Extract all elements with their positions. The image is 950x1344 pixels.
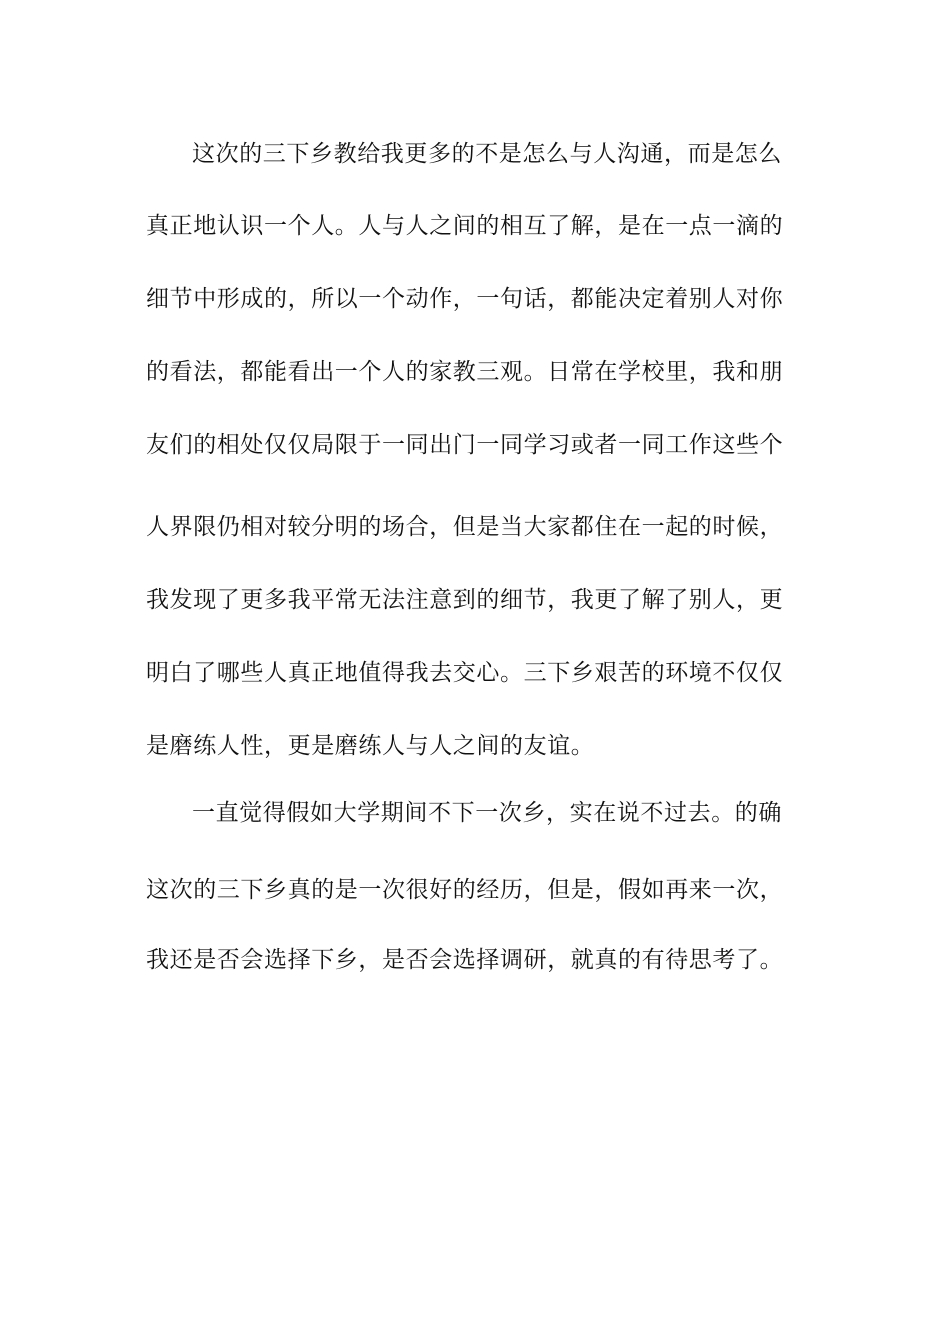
text-line: 我还是否会选择下乡，是否会选择调研，就真的有待思考了。: [146, 947, 784, 973]
text-line: 友们的相处仅仅局限于一同出门一同学习或者一同工作这些个: [146, 432, 784, 458]
text-line: 人界限仍相对较分明的场合，但是当大家都住在一起的时候，: [146, 514, 784, 540]
text-line: 我发现了更多我平常无法注意到的细节，我更了解了别人，更: [146, 587, 784, 613]
text-line: 是磨练人性，更是磨练人与人之间的友谊。: [146, 733, 595, 759]
text-line: 真正地认识一个人。人与人之间的相互了解，是在一点一滴的: [146, 213, 784, 239]
text-line: 这次的三下乡教给我更多的不是怎么与人沟通，而是怎么: [192, 141, 782, 167]
text-line: 细节中形成的，所以一个动作，一句话，都能决定着别人对你: [146, 286, 784, 312]
text-line: 一直觉得假如大学期间不下一次乡，实在说不过去。的确: [192, 800, 782, 826]
text-line: 明白了哪些人真正地值得我去交心。三下乡艰苦的环境不仅仅: [146, 660, 784, 686]
text-line: 这次的三下乡真的是一次很好的经历，但是，假如再来一次，: [146, 877, 784, 903]
text-line: 的看法，都能看出一个人的家教三观。日常在学校里，我和朋: [146, 359, 784, 385]
